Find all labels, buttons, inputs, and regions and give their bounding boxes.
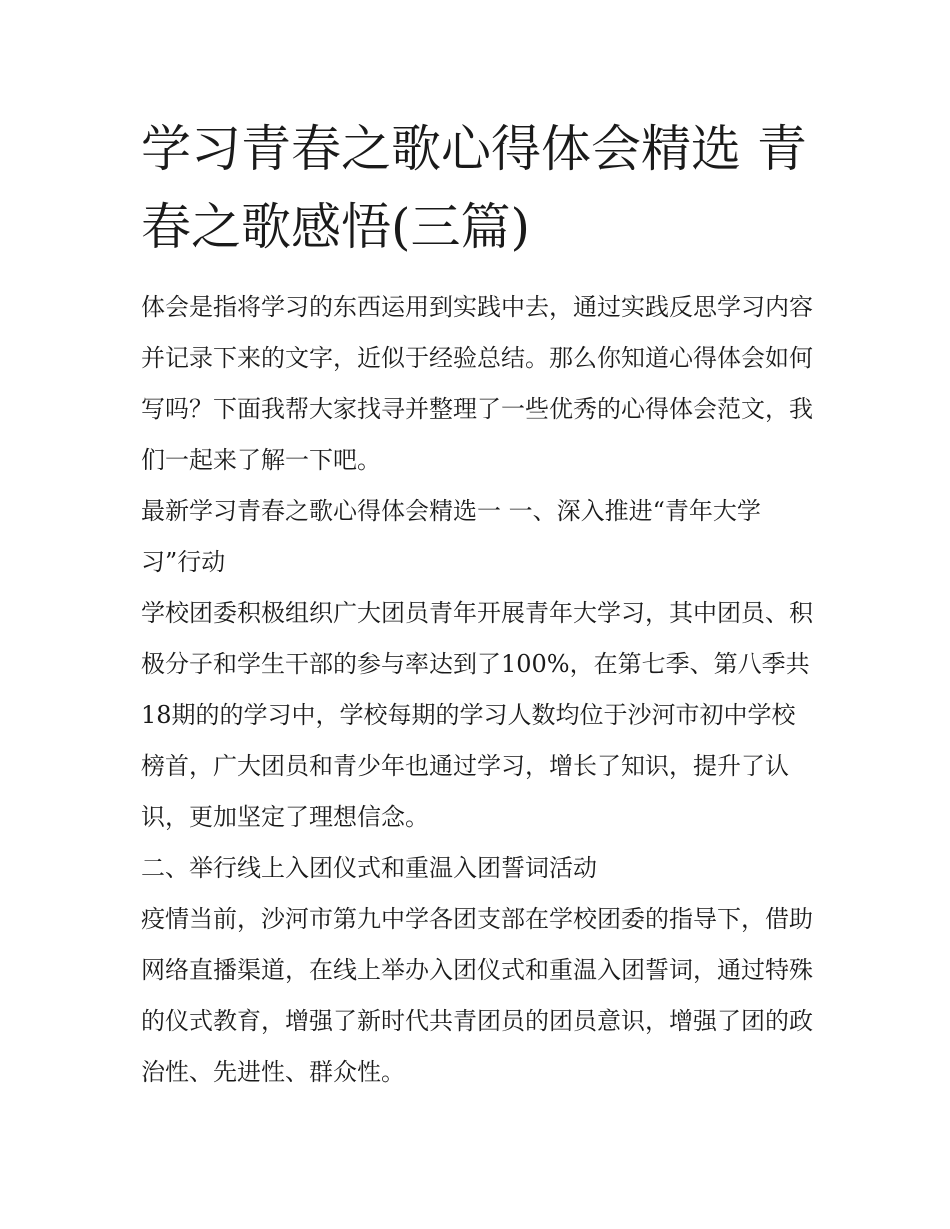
intro-paragraph: 体会是指将学习的东西运用到实践中去，通过实践反思学习内容并记录下来的文字，近似于经验总结。那么你知道心得体会如何写吗？下面我帮大家找寻并整理了一些优秀的心得体会范文，我们一起来了解一下吧。	[141, 293, 813, 474]
section-one-paragraph: 学校团委积极组织广大团员青年开展青年大学习，其中团员、积极分子和学生干部的参与率达到了100%，在第七季、第八季共18期的的学习中，学校每期的学习人数均位于沙河市初中学校榜首，广大团员和青少年也通过学习，增长了知识，提升了认识，更加坚定了理想信念。	[141, 599, 813, 831]
section-two-heading: 二、举行线上入团仪式和重温入团誓词活动	[141, 854, 597, 882]
document-page	[141, 110, 813, 1098]
section-two-paragraph: 疫情当前，沙河市第九中学各团支部在学校团委的指导下，借助网络直播渠道，在线上举办入团仪式和重温入团誓词，通过特殊的仪式教育，增强了新时代共青团员的团员意识，增强了团的政治性、先进性、群众性。	[141, 905, 813, 1086]
document-title: 学习青春之歌心得体会精选 青春之歌感悟(三篇)	[141, 120, 807, 256]
section-one-heading: 最新学习青春之歌心得体会精选一 一、深入推进“青年大学习”行动	[141, 497, 761, 576]
